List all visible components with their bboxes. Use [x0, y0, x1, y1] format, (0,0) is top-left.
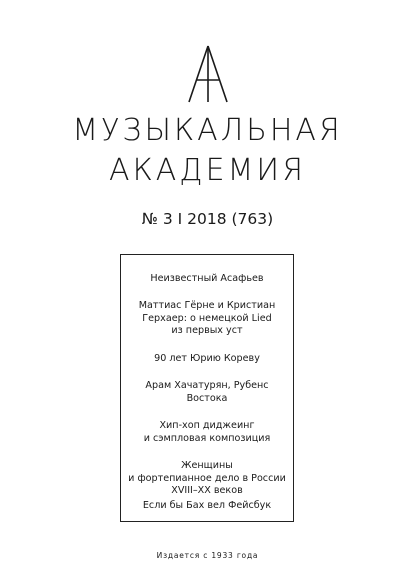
contents-item: [121, 273, 293, 286]
contents-item: [121, 460, 293, 498]
contents-box: [120, 254, 294, 522]
contents-item-line: Если бы Бах вел Фейсбук: [142, 500, 272, 511]
contents-item-line: 90 лет Юрию Кореву: [154, 353, 260, 364]
contents-item: [121, 300, 293, 338]
issue-number: № 3 I 2018 (763): [141, 210, 274, 228]
contents-item: [121, 420, 293, 445]
academy-a-monogram-icon: [186, 44, 230, 104]
contents-item-line: Арам Хачатурян, Рубенс: [145, 380, 269, 391]
contents-item: [121, 353, 293, 366]
contents-item-line: и фортепианное дело в России: [128, 472, 286, 484]
contents-item: [121, 380, 293, 405]
published-since-note: Издается с 1933 года: [156, 551, 259, 560]
contents-item-line: Востока: [186, 392, 228, 404]
contents-item-line: XVIII–XX веков: [171, 485, 243, 497]
contents-item-line: Маттиас Гёрне и Кристиан: [138, 300, 276, 311]
contents-item-line: и сэмпловая композиция: [143, 432, 271, 444]
contents-item-line: Хип-хоп диджеинг: [159, 420, 255, 431]
contents-item-line: Неизвестный Асафьев: [150, 273, 264, 284]
contents-item: [121, 500, 293, 513]
magazine-title-line-1: МУЗЫКАЛЬНАЯ: [72, 113, 343, 148]
contents-item-line: из первых уст: [171, 325, 243, 337]
magazine-title-line-2: АКАДЕМИЯ: [109, 153, 306, 188]
contents-item-line: Женщины: [181, 460, 233, 471]
contents-item-line: Герхаер: о немецкой Lied: [142, 312, 272, 324]
